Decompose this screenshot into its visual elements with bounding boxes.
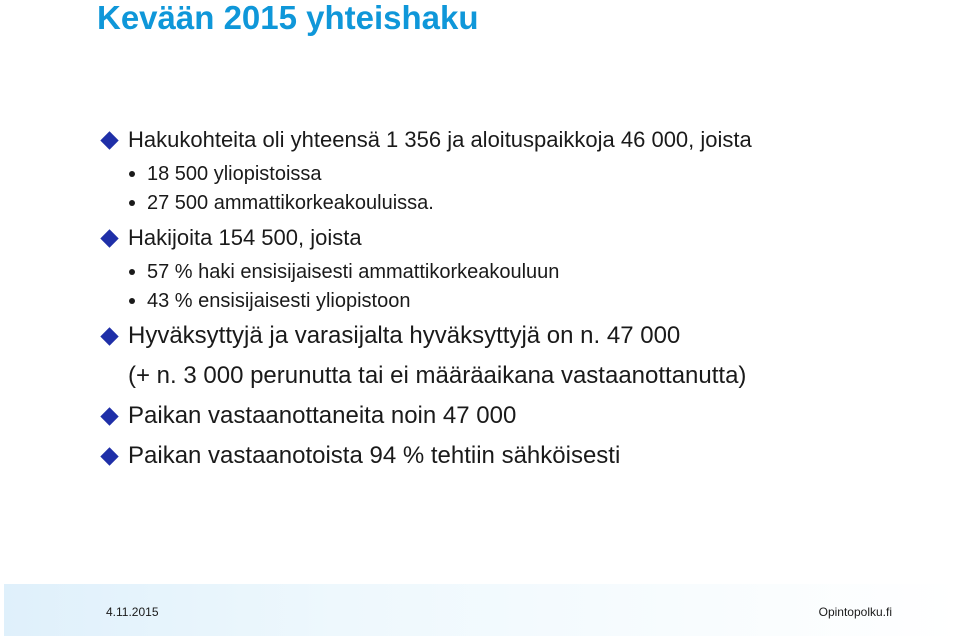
- slide-title: Kevään 2015 yhteishaku: [97, 0, 479, 36]
- bullet-item: [100, 436, 920, 476]
- dot-bullet-icon: [129, 269, 135, 275]
- sub-bullet-item: [100, 160, 920, 189]
- sub-bullet-text: 18 500 yliopistoissa: [147, 163, 322, 185]
- dot-bullet-icon: [129, 171, 135, 177]
- bullet-item: [100, 218, 920, 258]
- sub-bullet-text: 57 % haki ensisijaisesti ammattikorkeakouluun: [147, 261, 560, 283]
- bullet-item: [100, 120, 920, 160]
- sub-bullet-item: [100, 189, 920, 218]
- bullet-text: Paikan vastaanottaneita noin 47 000: [128, 402, 517, 429]
- diamond-bullet-icon: [100, 229, 118, 247]
- bullet-text: (+ n. 3 000 perunutta tai ei määräaikana vastaanottanutta): [128, 362, 747, 389]
- sub-bullet-text: 27 500 ammattikorkeakouluissa.: [147, 192, 434, 214]
- bullet-list: [100, 120, 920, 476]
- dot-bullet-icon: [129, 298, 135, 304]
- bullet-item: [100, 316, 920, 356]
- bullet-text: Paikan vastaanotoista 94 % tehtiin sähköisesti: [128, 442, 621, 469]
- bullet-text: Hakukohteita oli yhteensä 1 356 ja aloituspaikkoja 46 000, joista: [128, 127, 752, 152]
- sub-bullet-item: [100, 258, 920, 287]
- diamond-bullet-icon: [100, 447, 118, 465]
- bullet-continuation: [100, 356, 920, 396]
- bullet-text: Hyväksyttyjä ja varasijalta hyväksyttyjä on n. 47 000: [128, 322, 681, 349]
- diamond-bullet-icon: [100, 407, 118, 425]
- sub-bullet-text: 43 % ensisijaisesti yliopistoon: [147, 290, 411, 312]
- dot-bullet-icon: [129, 200, 135, 206]
- footer-date: 4.11.2015: [106, 605, 159, 619]
- bullet-item: [100, 396, 920, 436]
- bullet-text: Hakijoita 154 500, joista: [128, 225, 362, 250]
- sub-bullet-item: [100, 287, 920, 316]
- footer-site-name: Opintopolku.fi: [818, 605, 892, 619]
- diamond-bullet-icon: [100, 131, 118, 149]
- diamond-bullet-icon: [100, 327, 118, 345]
- footer-bar: [4, 584, 960, 636]
